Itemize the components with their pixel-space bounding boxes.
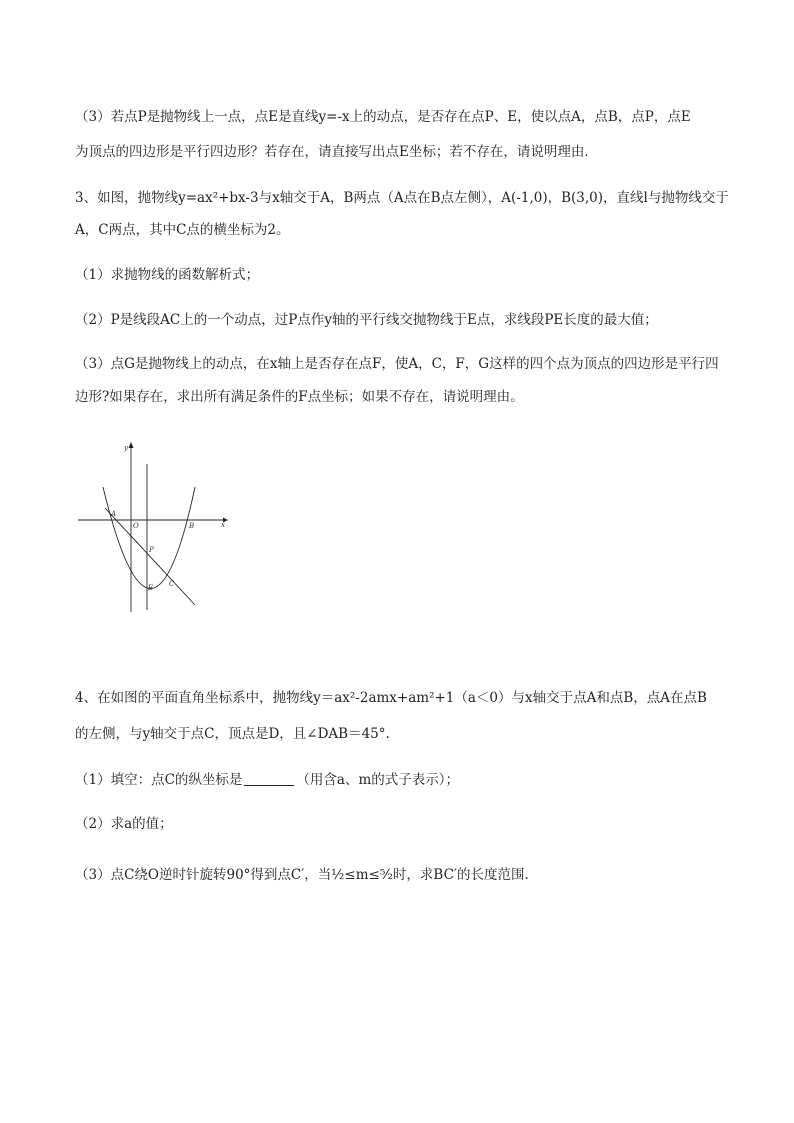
figure-label-c: C [169,580,175,588]
problem-3-part-3-line-2: 边形?如果存在，求出所有满足条件的F点坐标；如果不存在，请说明理由。 [75,389,524,405]
parabola-figure [75,438,235,616]
problem-3-part-3-line-1: （3）点G是抛物线上的动点，在x轴上是否存在点F，使A，C，F，G这样的四个点为顶点的四边形是平行四 [75,356,719,372]
figure-label-o: O [133,522,139,530]
figure-label-x: x [221,521,225,529]
figure-label-a: A [111,510,117,518]
parabola-curve [103,487,195,589]
figure-label-b: B [189,522,195,530]
problem-3-part-2: （2）P是线段AC上的一个动点，过P点作y轴的平行线交抛物线于E点，求线段PE长度的最大值； [75,312,658,328]
problem-4-intro-line-1: 4、在如图的平面直角坐标系中，抛物线y＝ax²-2amx+am²+1（a＜0）与x轴交于点A和点B，点A在点B [75,690,707,706]
figure-label-y: y [124,444,128,452]
problem-3-intro-line-1: 3、如图，抛物线y=ax²+bx-3与x轴交于A，B两点（A点在B点左侧），A(-1,0)，B(3,0)，直线l与抛物线交于 [75,190,729,206]
problem-3-part-1: （1）求抛物线的函数解析式； [75,267,260,283]
problem-4-part-1-prefix: （1）填空：点C的纵坐标是 [75,772,243,788]
problem-4-part-3: （3）点C绕O逆时针旋转90°得到点C′，当½≤m≤⁵⁄₂时，求BC′的长度范围. [75,867,529,883]
problem-4-part-2: （2）求a的值； [75,816,173,832]
problem-4-intro-line-2: 的左侧，与y轴交于点C，顶点是D，且∠DAB＝45°. [75,726,390,742]
figure-label-p: P [149,546,154,554]
problem-2-part-3-line-2: 为顶点的四边形是平行四边形？若存在，请直接写出点E坐标；若不存在，请说明理由． [75,144,598,160]
problem-3-intro-line-2: A，C两点，其中C点的横坐标为2。 [75,222,290,238]
problem-4-part-1-suffix: （用含a、m的式子表示）； [296,772,460,788]
figure-label-e: E [148,584,154,592]
problem-2-part-3-line-1: （3）若点P是抛物线上一点，点E是直线y=-x上的动点，是否存在点P、E，使以点A，点B，点P，点E [75,109,691,125]
y-axis-arrow-icon [129,442,134,448]
answer-blank [244,773,294,786]
problem-4-part-1 [75,771,459,789]
